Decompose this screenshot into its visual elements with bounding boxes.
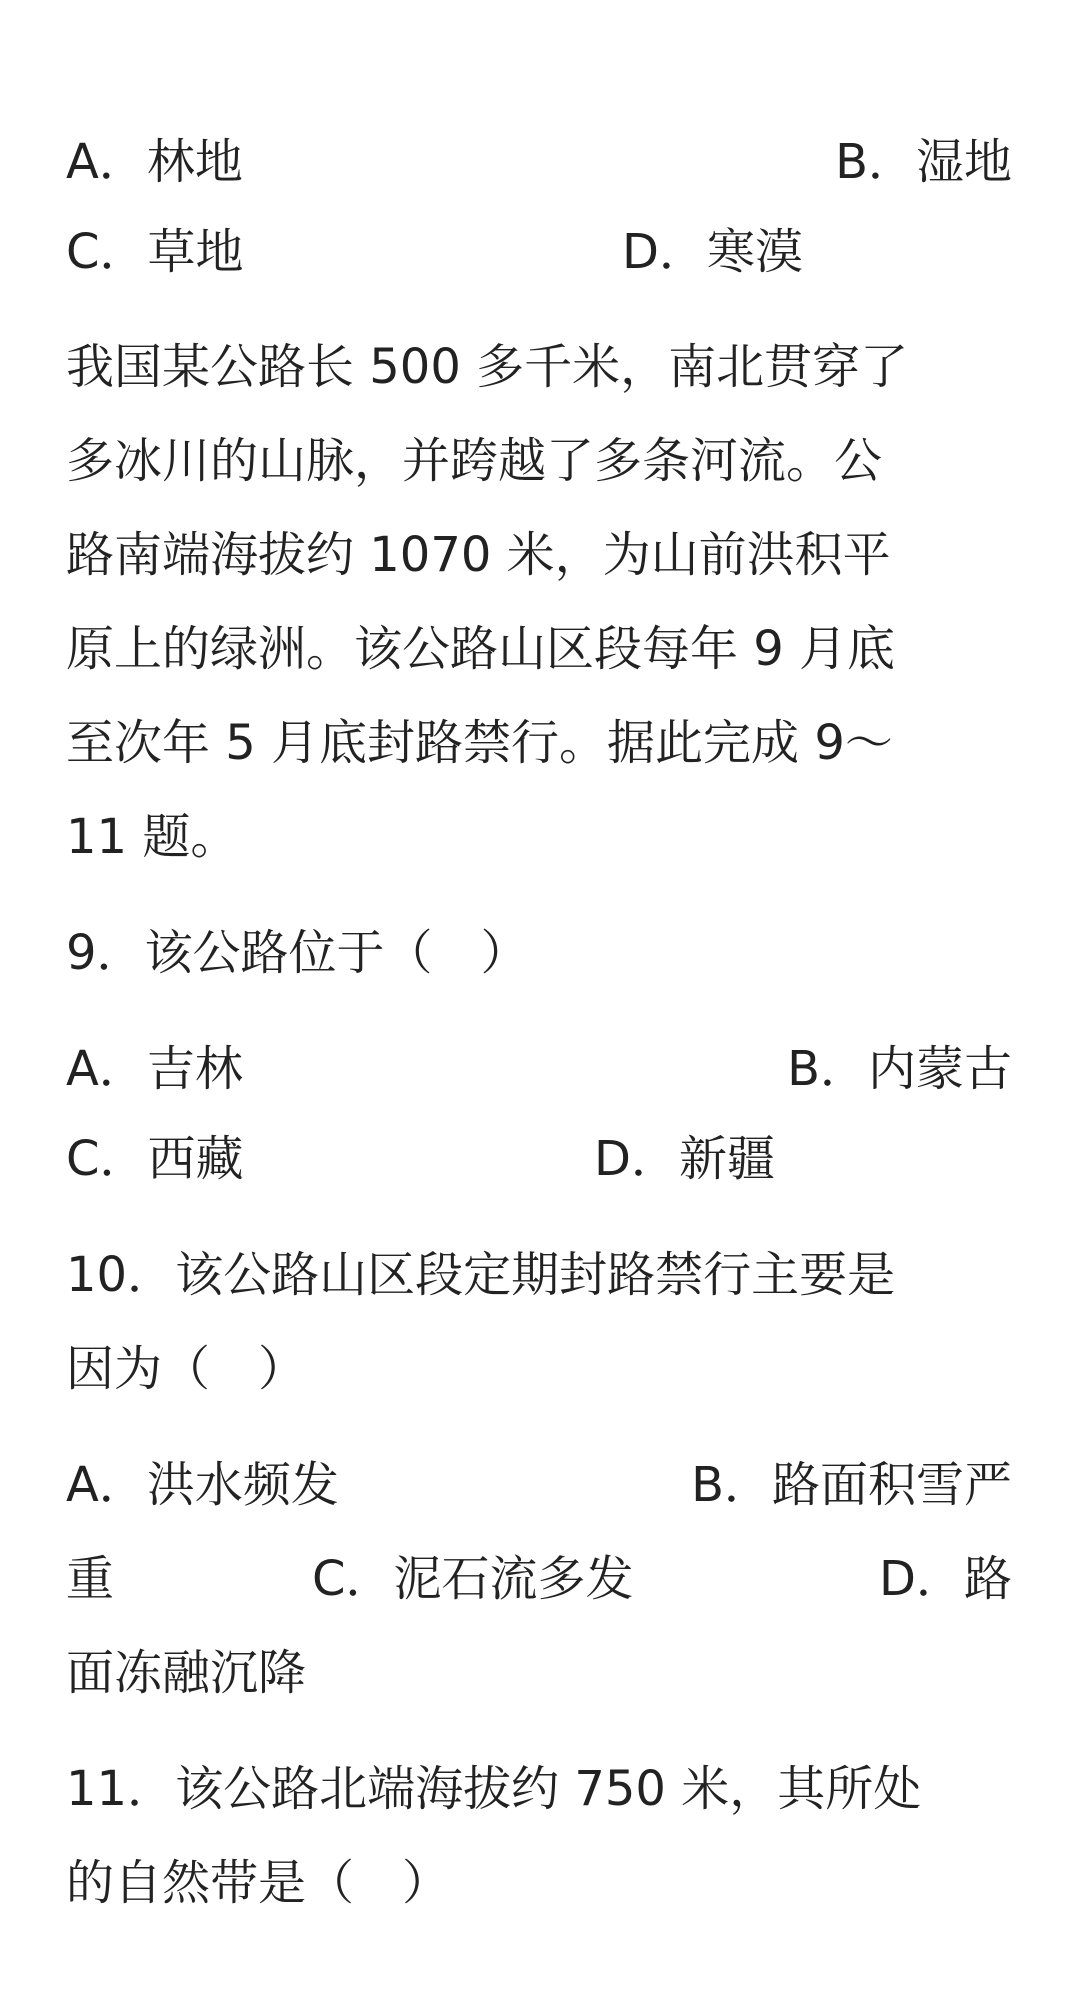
option-c: C．草地 bbox=[66, 224, 244, 280]
passage-line: 我国某公路长 500 多千米，南北贯穿了 bbox=[66, 339, 909, 395]
q9-option-c: C．西藏 bbox=[66, 1131, 244, 1187]
question-9-stem: 9．该公路位于（ ） bbox=[66, 925, 529, 981]
passage-line: 11 题。 bbox=[66, 809, 239, 865]
q9-option-d: D．新疆 bbox=[594, 1131, 775, 1187]
option-d: D．寒漠 bbox=[622, 224, 803, 280]
option-a: A．林地 bbox=[66, 134, 243, 190]
passage-line: 至次年 5 月底封路禁行。据此完成 9～ bbox=[66, 715, 893, 771]
q10-option-d-cont: 面冻融沉降 bbox=[66, 1645, 307, 1701]
passage-line: 路南端海拔约 1070 米，为山前洪积平 bbox=[66, 527, 891, 583]
question-10-stem: 10．该公路山区段定期封路禁行主要是 bbox=[66, 1247, 896, 1303]
q10-option-b-cont: 重 bbox=[66, 1551, 115, 1607]
q10-option-a: A．洪水频发 bbox=[66, 1457, 339, 1513]
option-b: B．湿地 bbox=[835, 134, 1012, 190]
q9-option-a: A．吉林 bbox=[66, 1041, 243, 1097]
q10-option-d: D．路 bbox=[879, 1551, 1012, 1607]
question-11-stem: 的自然带是（ ） bbox=[66, 1855, 451, 1911]
passage-line: 原上的绿洲。该公路山区段每年 9 月底 bbox=[66, 621, 896, 677]
q9-option-b: B．内蒙古 bbox=[787, 1041, 1012, 1097]
passage-line: 多冰川的山脉，并跨越了多条河流。公 bbox=[66, 433, 883, 489]
question-10-stem: 因为（ ） bbox=[66, 1341, 307, 1397]
q10-option-c: C．泥石流多发 bbox=[312, 1551, 634, 1607]
question-11-stem: 11．该公路北端海拔约 750 米，其所处 bbox=[66, 1761, 922, 1817]
q10-option-b: B．路面积雪严 bbox=[691, 1457, 1012, 1513]
